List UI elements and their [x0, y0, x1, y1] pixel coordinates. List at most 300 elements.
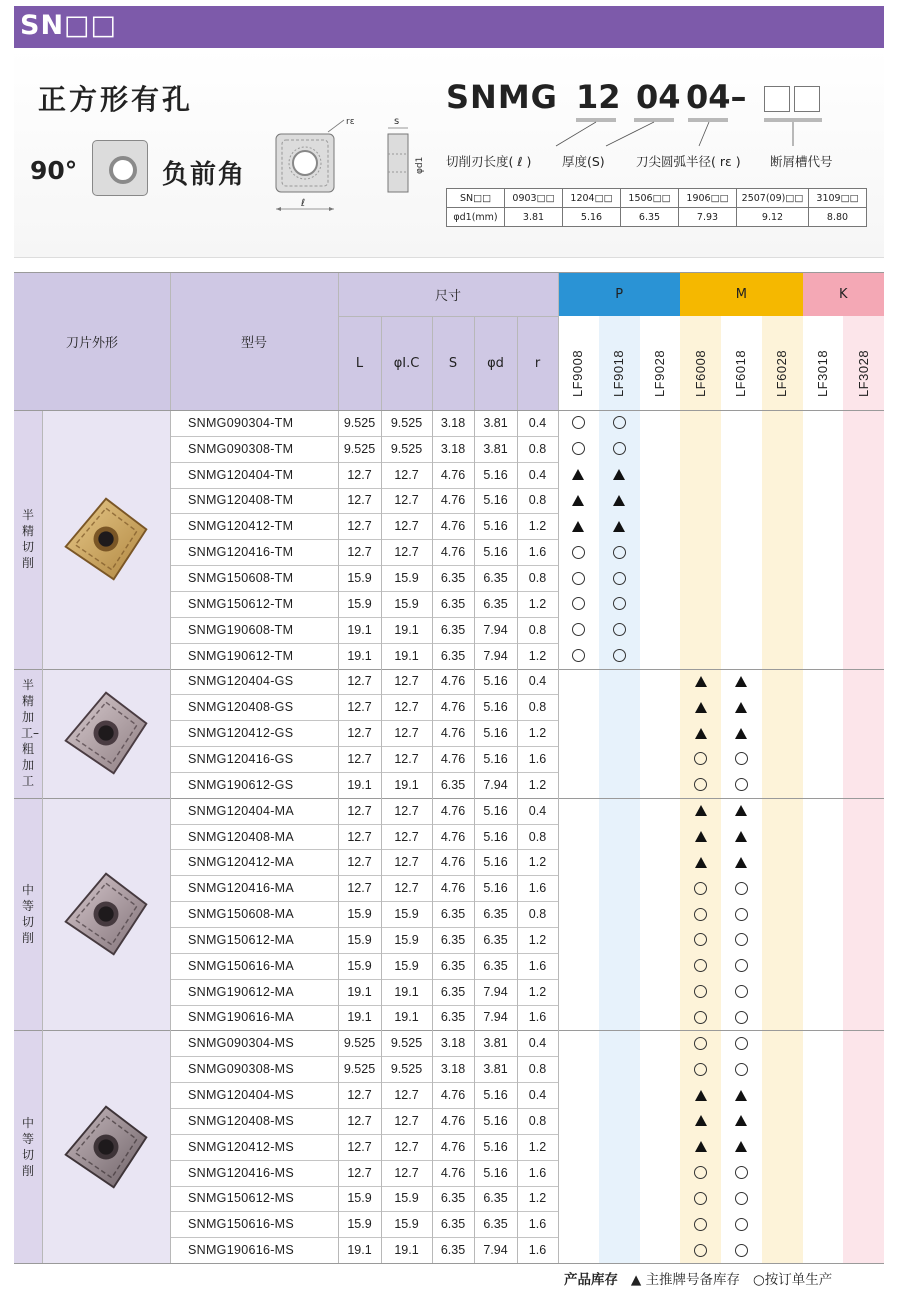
order-circle-icon	[680, 901, 721, 927]
order-circle-icon	[558, 643, 599, 669]
model-cell: SNMG150612-MS	[188, 1191, 295, 1206]
order-circle-icon	[680, 875, 721, 901]
size-cell-s: 6.35	[440, 1191, 466, 1206]
stock-triangle-icon	[599, 462, 640, 488]
size-cell-r: 1.2	[528, 1191, 547, 1206]
stock-triangle-icon	[721, 694, 762, 720]
stock-triangle-icon	[680, 669, 721, 695]
size-cell-d: 6.35	[483, 958, 508, 973]
model-cell: SNMG120408-MS	[188, 1113, 295, 1128]
size-cell-l: 12.7	[347, 674, 372, 689]
model-cell: SNMG090308-TM	[188, 441, 294, 456]
size-cell-s: 4.76	[440, 1088, 466, 1103]
size-cell-ic: 12.7	[394, 855, 419, 870]
insert-diagram	[270, 114, 440, 224]
legend-thickness: 厚度(S)	[562, 154, 605, 169]
size-cell-l: 9.525	[343, 415, 376, 430]
size-cell-r: 1.2	[528, 726, 547, 741]
grade-header-label: LF9008	[570, 349, 586, 397]
size-cell-ic: 19.1	[394, 622, 419, 637]
size-cell-r: 0.8	[528, 441, 547, 456]
size-cell-ic: 15.9	[394, 1217, 419, 1232]
order-circle-icon	[721, 1211, 762, 1237]
size-cell-l: 12.7	[347, 519, 372, 534]
stock-triangle-icon	[680, 1082, 721, 1108]
order-circle-icon	[680, 746, 721, 772]
d-label: φd1	[415, 156, 425, 174]
group-divider	[14, 1263, 884, 1264]
size-cell-s: 6.35	[440, 1217, 466, 1232]
group-label-text: 中等切削	[21, 1115, 34, 1178]
size-cell-d: 7.94	[483, 622, 508, 637]
size-cell-s: 4.76	[440, 1165, 466, 1180]
model-cell: SNMG120412-MS	[188, 1139, 295, 1154]
size-cell-d: 3.81	[483, 441, 508, 456]
grade-column-bg	[843, 316, 884, 1263]
size-cell-d: 5.16	[483, 467, 508, 482]
size-cell-d: 6.35	[483, 1191, 508, 1206]
size-cell-l: 12.7	[347, 855, 372, 870]
legend-chipbreaker: 断屑槽代号	[770, 154, 833, 169]
order-circle-icon	[680, 1211, 721, 1237]
insert-picture	[42, 410, 169, 669]
size-cell-d: 5.16	[483, 881, 508, 896]
grade-column-bg	[762, 316, 803, 1263]
model-cell: SNMG120412-MA	[188, 855, 295, 870]
size-cell-d: 5.16	[483, 545, 508, 560]
legend-circle-text: 按订单生产	[764, 1272, 833, 1288]
size-table-row	[447, 208, 867, 227]
order-circle-icon	[599, 410, 640, 436]
size-table-cell: 1204□□	[563, 189, 621, 208]
size-table-cell: 6.35	[621, 208, 679, 227]
column-divider	[170, 272, 171, 1263]
model-code-seg2: 04	[636, 78, 681, 116]
order-circle-icon	[680, 979, 721, 1005]
model-cell: SNMG120404-MA	[188, 803, 295, 818]
model-cell: SNMG120404-MS	[188, 1088, 295, 1103]
model-cell: SNMG190616-MA	[188, 1010, 295, 1025]
model-cell: SNMG150608-TM	[188, 571, 294, 586]
model-cell: SNMG090308-MS	[188, 1062, 295, 1077]
model-cell: SNMG090304-TM	[188, 415, 294, 430]
size-cell-ic: 12.7	[394, 674, 419, 689]
size-table-cell: φd1(mm)	[447, 208, 505, 227]
size-cell-s: 6.35	[440, 932, 466, 947]
order-circle-icon	[680, 953, 721, 979]
order-circle-icon	[721, 1237, 762, 1263]
model-cell: SNMG190612-MA	[188, 984, 295, 999]
order-circle-icon	[680, 1237, 721, 1263]
stock-triangle-icon	[721, 720, 762, 746]
size-cell-s: 6.35	[440, 777, 466, 792]
stock-triangle-icon	[558, 462, 599, 488]
size-cell-ic: 19.1	[394, 648, 419, 663]
size-cell-s: 4.76	[440, 751, 466, 766]
size-cell-s: 6.35	[440, 984, 466, 999]
size-cell-r: 0.8	[528, 700, 547, 715]
model-cell: SNMG150612-TM	[188, 596, 294, 611]
stock-triangle-icon	[721, 1082, 762, 1108]
size-cell-ic: 9.525	[390, 441, 423, 456]
group-label-text: 半精加工–粗加工	[21, 678, 40, 789]
size-cell-r: 1.2	[528, 932, 547, 947]
size-table-cell: 5.16	[563, 208, 621, 227]
column-header-ic: φI.C	[393, 355, 420, 371]
size-cell-s: 4.76	[440, 700, 466, 715]
size-cell-r: 1.6	[528, 751, 547, 766]
size-cell-r: 1.6	[528, 1243, 547, 1258]
model-cell: SNMG120408-TM	[188, 493, 294, 508]
size-cell-s: 3.18	[440, 1036, 466, 1051]
stock-triangle-icon	[599, 488, 640, 514]
size-cell-r: 0.8	[528, 1113, 547, 1128]
hole-size-table	[446, 188, 867, 227]
size-cell-ic: 15.9	[394, 596, 419, 611]
order-circle-icon	[721, 927, 762, 953]
size-cell-l: 12.7	[347, 493, 372, 508]
size-cell-l: 12.7	[347, 700, 372, 715]
size-cell-ic: 9.525	[390, 415, 423, 430]
size-cell-r: 0.4	[528, 1036, 547, 1051]
size-cell-l: 19.1	[347, 1010, 372, 1025]
size-cell-r: 1.6	[528, 958, 547, 973]
model-cell: SNMG120416-MS	[188, 1165, 295, 1180]
order-circle-icon	[721, 875, 762, 901]
size-cell-d: 5.16	[483, 493, 508, 508]
s-label: s	[394, 116, 400, 127]
stock-triangle-icon	[680, 694, 721, 720]
grade-column-bg	[640, 316, 681, 1263]
size-cell-ic: 12.7	[394, 493, 419, 508]
model-cell: SNMG090304-MS	[188, 1036, 295, 1051]
size-cell-r: 0.8	[528, 907, 547, 922]
r-label: rε	[346, 117, 355, 127]
size-cell-ic: 9.525	[390, 1036, 423, 1051]
size-cell-l: 19.1	[347, 622, 372, 637]
size-cell-r: 0.4	[528, 1088, 547, 1103]
stock-legend	[564, 1268, 832, 1288]
model-cell: SNMG120412-TM	[188, 519, 294, 534]
size-cell-l: 15.9	[347, 958, 372, 973]
grade-header-label: LF3028	[855, 349, 871, 397]
order-circle-icon	[599, 565, 640, 591]
size-cell-l: 12.7	[347, 545, 372, 560]
stock-triangle-icon	[558, 488, 599, 514]
size-cell-r: 1.2	[528, 777, 547, 792]
column-divider	[338, 272, 339, 1263]
size-table-cell: 0903□□	[505, 189, 563, 208]
order-circle-icon	[680, 1056, 721, 1082]
model-code-prefix: SNMG	[446, 78, 558, 116]
size-cell-r: 1.2	[528, 519, 547, 534]
column-divider	[42, 410, 43, 1263]
size-cell-d: 7.94	[483, 1010, 508, 1025]
l-label: ℓ	[301, 198, 306, 209]
size-cell-d: 5.16	[483, 855, 508, 870]
legend-connectors	[514, 108, 834, 158]
column-header-shape: 刀片外形	[65, 335, 118, 351]
size-cell-l: 12.7	[347, 467, 372, 482]
model-cell: SNMG120408-MA	[188, 829, 295, 844]
column-header-l: L	[355, 355, 364, 371]
size-cell-s: 3.18	[440, 441, 466, 456]
size-table-cell: SN□□	[447, 189, 505, 208]
order-circle-icon	[680, 1160, 721, 1186]
size-cell-s: 4.76	[440, 1139, 466, 1154]
size-cell-ic: 12.7	[394, 519, 419, 534]
column-divider	[432, 316, 433, 1263]
size-cell-l: 15.9	[347, 907, 372, 922]
size-cell-s: 4.76	[440, 881, 466, 896]
stock-triangle-icon	[721, 1108, 762, 1134]
size-cell-l: 12.7	[347, 1113, 372, 1128]
size-cell-ic: 12.7	[394, 545, 419, 560]
size-cell-s: 6.35	[440, 571, 466, 586]
column-divider	[381, 316, 382, 1263]
size-cell-s: 6.35	[440, 648, 466, 663]
order-circle-icon	[721, 1030, 762, 1056]
order-circle-icon	[721, 1005, 762, 1031]
stock-triangle-icon	[721, 849, 762, 875]
stock-triangle-icon	[680, 1134, 721, 1160]
model-cell: SNMG190608-TM	[188, 622, 294, 637]
size-cell-ic: 12.7	[394, 1139, 419, 1154]
size-cell-l: 12.7	[347, 1165, 372, 1180]
size-cell-d: 5.16	[483, 1088, 508, 1103]
size-cell-s: 4.76	[440, 519, 466, 534]
order-circle-icon	[599, 591, 640, 617]
order-circle-icon	[680, 1030, 721, 1056]
model-cell: SNMG120404-GS	[188, 674, 294, 689]
size-cell-ic: 19.1	[394, 1010, 419, 1025]
size-cell-l: 15.9	[347, 932, 372, 947]
order-circle-icon	[721, 1186, 762, 1212]
size-table-cell: 8.80	[809, 208, 867, 227]
size-cell-l: 15.9	[347, 571, 372, 586]
model-cell: SNMG150616-MA	[188, 958, 295, 973]
stock-triangle-icon	[680, 824, 721, 850]
model-cell: SNMG120404-TM	[188, 467, 294, 482]
size-cell-s: 6.35	[440, 1243, 466, 1258]
size-cell-s: 4.76	[440, 1113, 466, 1128]
size-cell-r: 0.8	[528, 571, 547, 586]
size-cell-l: 12.7	[347, 751, 372, 766]
column-divider	[558, 272, 559, 1263]
size-cell-s: 6.35	[440, 907, 466, 922]
size-cell-ic: 15.9	[394, 571, 419, 586]
size-cell-r: 1.2	[528, 855, 547, 870]
stock-triangle-icon	[599, 513, 640, 539]
order-circle-icon	[558, 591, 599, 617]
size-cell-r: 1.2	[528, 984, 547, 999]
order-circle-icon	[680, 927, 721, 953]
size-cell-l: 12.7	[347, 881, 372, 896]
model-code-seg1: 12	[576, 78, 621, 116]
size-cell-ic: 15.9	[394, 958, 419, 973]
model-cell: SNMG120416-GS	[188, 751, 294, 766]
size-cell-ic: 15.9	[394, 932, 419, 947]
column-divider	[517, 316, 518, 1263]
size-cell-d: 6.35	[483, 571, 508, 586]
order-circle-icon	[599, 617, 640, 643]
header-bottom	[14, 410, 884, 411]
model-cell: SNMG150608-MA	[188, 907, 295, 922]
grade-header-label: LF9028	[652, 349, 667, 397]
size-cell-ic: 15.9	[394, 1191, 419, 1206]
size-cell-ic: 9.525	[390, 1062, 423, 1077]
model-cell: SNMG120408-GS	[188, 700, 294, 715]
size-table-cell: 1906□□	[679, 189, 737, 208]
group-label-text: 中等切削	[21, 883, 34, 946]
stock-triangle-icon	[680, 798, 721, 824]
size-cell-d: 6.35	[483, 596, 508, 611]
triangle-icon: ▲	[630, 1272, 642, 1288]
square-insert-icon	[92, 140, 148, 196]
size-cell-ic: 12.7	[394, 1113, 419, 1128]
size-table-cell: 9.12	[737, 208, 809, 227]
size-table-row	[447, 189, 867, 208]
column-header-r: r	[534, 355, 541, 371]
size-cell-d: 5.16	[483, 700, 508, 715]
size-cell-r: 1.2	[528, 648, 547, 663]
size-cell-s: 6.35	[440, 622, 466, 637]
size-cell-r: 0.4	[528, 415, 547, 430]
stock-triangle-icon	[721, 798, 762, 824]
order-circle-icon	[558, 539, 599, 565]
grade-header-lf6018	[721, 318, 761, 428]
model-cell: SNMG120412-GS	[188, 726, 294, 741]
size-cell-s: 6.35	[440, 958, 466, 973]
size-cell-d: 7.94	[483, 648, 508, 663]
size-cell-r: 1.6	[528, 881, 547, 896]
grade-header-label: LF9018	[611, 349, 627, 397]
size-cell-s: 4.76	[440, 674, 466, 689]
stock-triangle-icon	[680, 849, 721, 875]
stock-triangle-icon	[721, 669, 762, 695]
model-code-seg3: 04–	[686, 78, 747, 116]
grade-header-lf6028	[762, 318, 802, 428]
group-label	[14, 410, 42, 669]
info-panel	[14, 48, 884, 258]
size-cell-d: 3.81	[483, 1062, 508, 1077]
legend-length: 切削刃长度( ℓ )	[446, 154, 532, 169]
model-cell: SNMG190612-GS	[188, 777, 294, 792]
stock-triangle-icon	[721, 1134, 762, 1160]
page-title: SN□□	[20, 10, 118, 41]
size-cell-d: 6.35	[483, 1217, 508, 1232]
order-circle-icon	[721, 772, 762, 798]
stock-triangle-icon	[680, 720, 721, 746]
order-circle-icon	[599, 539, 640, 565]
size-cell-d: 5.16	[483, 751, 508, 766]
grade-header-label: LF6008	[692, 349, 708, 397]
order-circle-icon	[721, 746, 762, 772]
size-cell-r: 1.6	[528, 1217, 547, 1232]
size-cell-s: 3.18	[440, 1062, 466, 1077]
insert-picture	[42, 1030, 169, 1263]
material-header-k: K	[803, 272, 885, 316]
size-cell-d: 5.16	[483, 803, 508, 818]
column-header-s: S	[448, 355, 458, 371]
size-cell-s: 4.76	[440, 803, 466, 818]
insert-image	[58, 491, 154, 587]
stock-triangle-icon	[680, 1108, 721, 1134]
group-label	[14, 798, 42, 1031]
grade-header-label: LF6018	[733, 349, 749, 397]
size-cell-d: 5.16	[483, 726, 508, 741]
size-cell-d: 5.16	[483, 1113, 508, 1128]
size-cell-ic: 12.7	[394, 700, 419, 715]
size-cell-d: 7.94	[483, 777, 508, 792]
legend-title: 产品库存	[564, 1272, 618, 1288]
order-circle-icon	[599, 643, 640, 669]
size-cell-d: 5.16	[483, 829, 508, 844]
size-cell-l: 12.7	[347, 829, 372, 844]
column-header-d: φd	[487, 355, 504, 371]
size-cell-l: 9.525	[343, 1062, 376, 1077]
header-banner	[14, 6, 884, 48]
group-label	[14, 669, 42, 798]
size-cell-ic: 12.7	[394, 726, 419, 741]
size-cell-ic: 12.7	[394, 803, 419, 818]
size-cell-ic: 15.9	[394, 907, 419, 922]
grade-header-label: LF6028	[774, 349, 790, 397]
insert-image	[58, 685, 154, 781]
order-circle-icon	[680, 1186, 721, 1212]
model-cell: SNMG120416-TM	[188, 545, 294, 560]
size-cell-ic: 19.1	[394, 1243, 419, 1258]
size-cell-ic: 19.1	[394, 777, 419, 792]
grade-header-lf3028	[843, 318, 883, 428]
legend-radius: 刀尖圆弧半径( rε )	[636, 154, 741, 169]
order-circle-icon	[558, 617, 599, 643]
size-cell-s: 3.18	[440, 415, 466, 430]
size-table-cell: 1506□□	[621, 189, 679, 208]
order-circle-icon	[558, 410, 599, 436]
size-cell-s: 4.76	[440, 545, 466, 560]
size-cell-r: 1.6	[528, 1165, 547, 1180]
rake-label: 负前角	[162, 160, 247, 190]
size-cell-r: 1.2	[528, 1139, 547, 1154]
order-circle-icon	[558, 436, 599, 462]
stock-triangle-icon	[721, 824, 762, 850]
model-cell: SNMG120416-MA	[188, 881, 295, 896]
model-cell: SNMG150612-MA	[188, 932, 295, 947]
size-cell-ic: 12.7	[394, 467, 419, 482]
stock-triangle-icon	[558, 513, 599, 539]
size-cell-s: 6.35	[440, 596, 466, 611]
column-divider	[474, 316, 475, 1263]
size-cell-l: 12.7	[347, 1088, 372, 1103]
size-cell-d: 5.16	[483, 1165, 508, 1180]
grade-header-lf9028	[640, 318, 680, 428]
size-cell-d: 6.35	[483, 907, 508, 922]
size-cell-d: 5.16	[483, 1139, 508, 1154]
size-cell-l: 19.1	[347, 777, 372, 792]
size-table-cell: 2507(09)□□	[737, 189, 809, 208]
column-header-model: 型号	[240, 335, 267, 351]
size-cell-ic: 12.7	[394, 751, 419, 766]
order-circle-icon	[680, 772, 721, 798]
insert-picture	[42, 669, 169, 798]
material-header-p: P	[558, 272, 680, 316]
size-cell-ic: 12.7	[394, 1088, 419, 1103]
size-cell-d: 7.94	[483, 984, 508, 999]
size-cell-r: 0.8	[528, 622, 547, 637]
size-cell-l: 9.525	[343, 1036, 376, 1051]
size-cell-s: 4.76	[440, 467, 466, 482]
